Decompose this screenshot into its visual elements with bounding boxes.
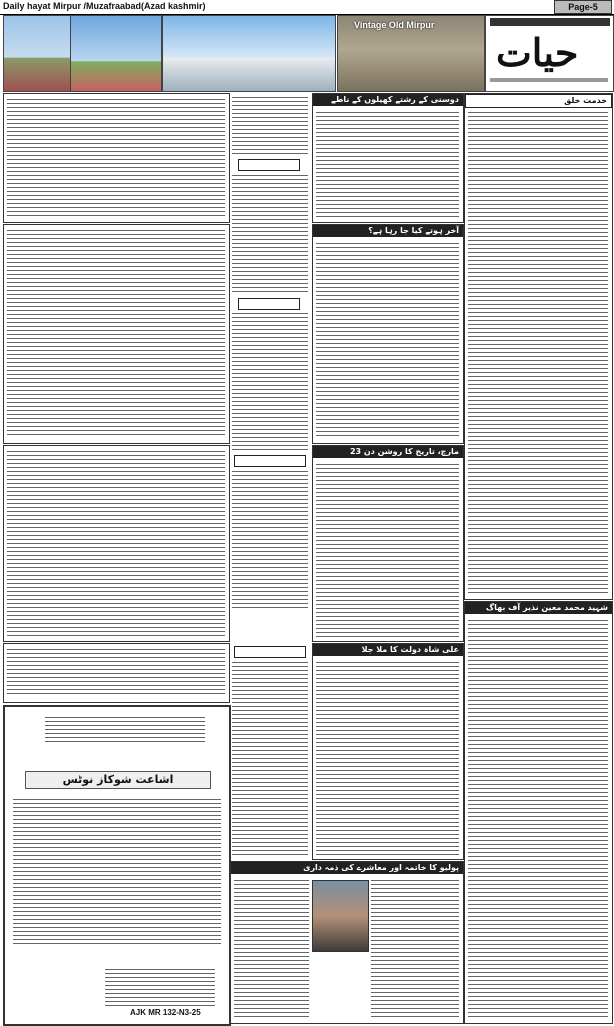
newspaper-title: Daily hayat Mirpur /Muzafraabad(Azad kashmir) [3,1,206,11]
middle-text-4 [232,469,308,609]
old-mirpur-label: Vintage Old Mirpur [354,20,435,30]
middle-text-5 [232,660,308,855]
notice-reference: AJK MR 132-N3-25 [130,1008,201,1017]
question-article [312,224,464,444]
sports-headline: دوستی کے رشتے کھیلوں کے ناطے [313,94,463,106]
question-text [316,241,459,439]
middle-column [230,93,310,858]
notice-title: اشاعت شوکاز نوٹس [25,771,211,789]
old-mirpur-photo [337,15,485,92]
editorial-column [464,93,613,600]
column-label-2 [238,298,300,310]
martyr-headline: شہید محمد معین نذیر آف بھاگ [465,602,612,614]
column-label-4 [234,646,306,658]
left-article-1 [3,93,230,223]
mosque-photo [162,15,336,92]
masthead-logo: حیات [496,30,579,75]
martyr-text [468,618,608,1018]
column-label-1 [238,159,300,171]
march-headline: 23 مارچ، تاریخ کا روشن دن [313,446,463,458]
official-notice [3,705,231,1026]
alishah-article [312,643,464,860]
notice-body [13,797,221,947]
sports-text [316,110,459,218]
march-text [316,462,459,637]
masthead [485,15,614,92]
middle-text-2 [232,173,308,293]
column-label-3 [234,455,306,467]
left-text-3 [7,449,225,636]
question-headline: آخر ہوتے کیا جا رہا ہے؟ [313,225,463,237]
left-text-4 [7,647,225,697]
polio-text-left [234,878,309,1018]
page-number: Page-5 [554,0,612,14]
left-article-2 [3,224,230,444]
editorial-headline: خدمت خلق [465,94,612,108]
left-text-1 [7,97,225,217]
middle-text-3 [232,311,308,451]
author-portrait [312,880,369,952]
left-text-2 [7,228,225,438]
march-article [312,445,464,642]
middle-text-1 [232,95,308,155]
top-bar [0,0,614,15]
notice-signature [105,967,215,1007]
notice-header-text [45,715,205,745]
editorial-text [468,110,608,595]
left-article-3 [3,445,230,642]
left-article-4 [3,643,230,703]
martyr-article [464,601,613,1024]
alishah-text [316,660,459,855]
masthead-strip [490,18,610,26]
polio-headline: پولیو کا خاتمہ اور معاشرے کی ذمہ داری [231,862,463,874]
polio-text-right [371,878,459,1018]
crown-monument-photo [70,15,162,92]
monument-photo [3,15,71,92]
masthead-subline [490,78,608,82]
sports-article [312,93,464,223]
alishah-headline: علی شاہ دولت کا ملا جلا [313,644,463,656]
